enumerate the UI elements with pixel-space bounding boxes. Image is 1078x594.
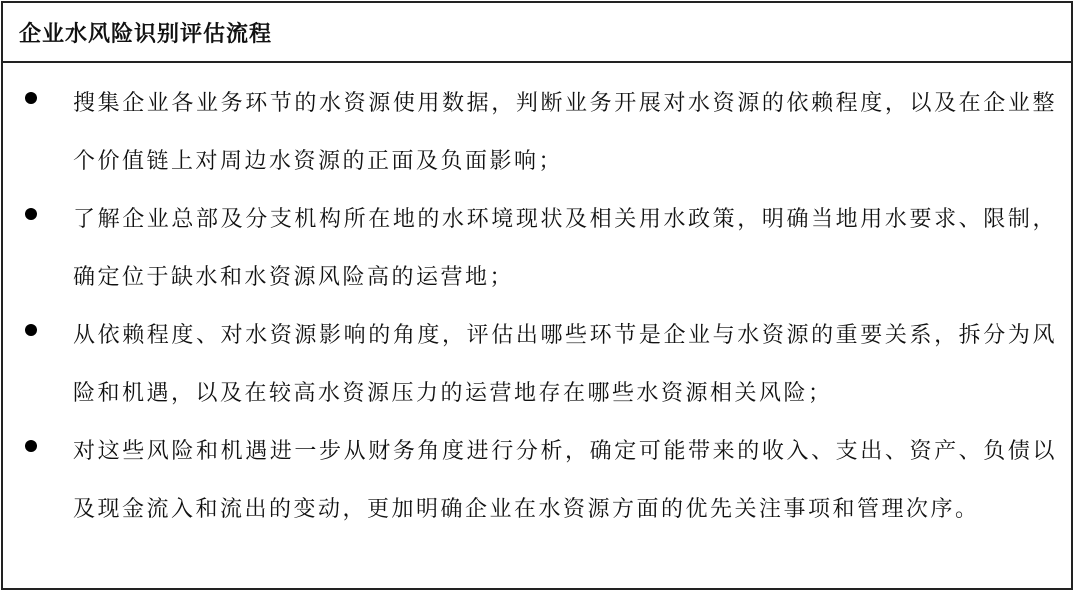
list-item-text: 搜集企业各业务环节的水资源使用数据，判断业务开展对水资源的依赖程度，以及在企业整个价值链上对周边水资源的正面及负面影响；	[73, 91, 1057, 174]
page-title: 企业水风险识别评估流程	[19, 20, 273, 47]
bullet-icon	[25, 92, 37, 104]
bullet-icon	[25, 324, 37, 336]
list-item	[11, 307, 1059, 423]
list-item	[11, 423, 1059, 539]
content-box	[1, 1, 1073, 590]
bullet-icon	[25, 208, 37, 220]
bullet-icon	[25, 440, 37, 452]
list-item-text: 对这些风险和机遇进一步从财务角度进行分析，确定可能带来的收入、支出、资产、负债以及现金流入和流出的变动，更加明确企业在水资源方面的优先关注事项和管理次序。	[73, 439, 1057, 522]
list-item	[11, 75, 1059, 191]
list-item	[11, 191, 1059, 307]
list-item-text: 了解企业总部及分支机构所在地的水环境现状及相关用水政策，明确当地用水要求、限制，确定位于缺水和水资源风险高的运营地；	[73, 207, 1057, 290]
list-item-text: 从依赖程度、对水资源影响的角度，评估出哪些环节是企业与水资源的重要关系，拆分为风险和机遇，以及在较高水资源压力的运营地存在哪些水资源相关风险；	[73, 323, 1057, 406]
table-header	[3, 3, 1071, 63]
bullet-list	[3, 63, 1071, 539]
